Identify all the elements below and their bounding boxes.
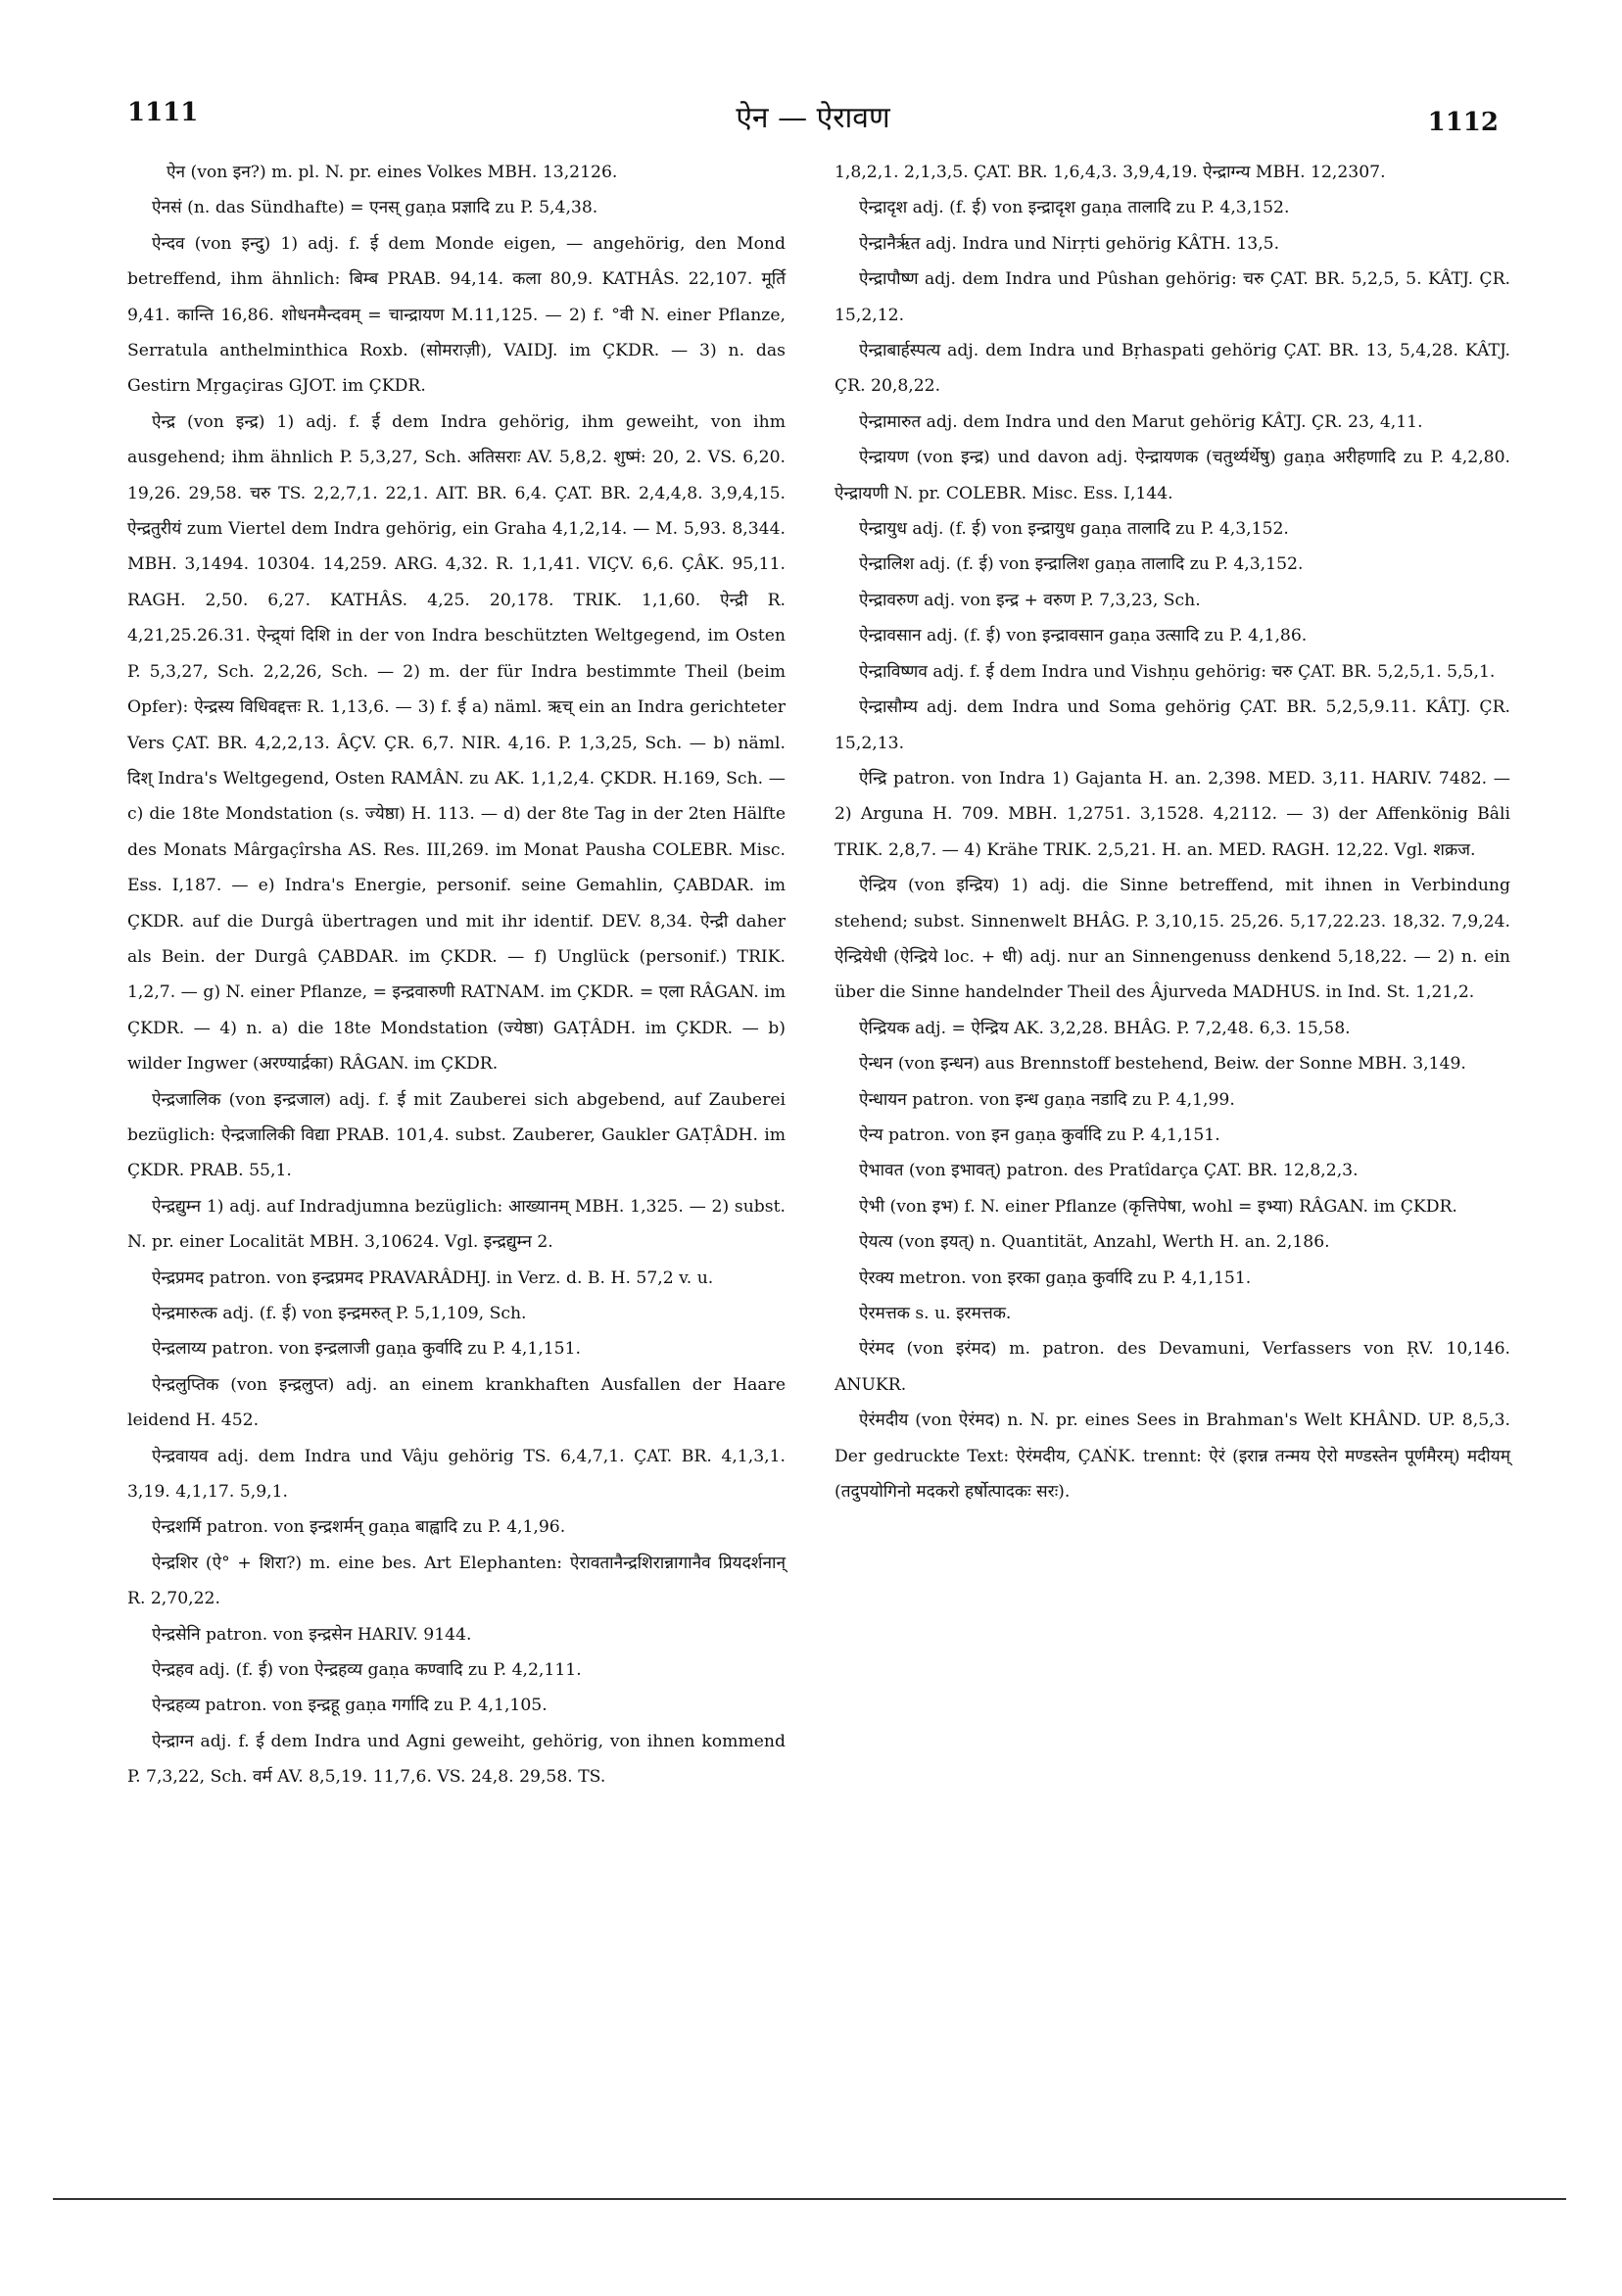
- entry: ऐन्द्रानैर्ऋत adj. Indra und Nirṛti gehörig KÂTH. 13,5.: [859, 233, 1280, 254]
- entry: ऐन्द्रलुप्तिक (von इन्द्रलुप्त) adj. an einem krankhaften Ausfallen der Haare leidend H. 452.: [127, 1374, 786, 1431]
- page-number-right: 1112: [1427, 108, 1499, 137]
- entry: ऐन्द्रालिश adj. (f. ई) von इन्द्रालिश gaṇa तालादि zu P. 4,3,152.: [859, 554, 1304, 575]
- entry: ऐन्द्रावरुण adj. von इन्द्र + वरुण P. 7,3,23, Sch.: [859, 590, 1201, 610]
- entry: ऐरक्य metron. von इरका gaṇa कुर्वादि zu P. 4,1,151.: [859, 1268, 1252, 1288]
- entry: ऐरंमद (von इरंमद) m. patron. des Devamuni, Verfassers von ṚV. 10,146. ANUKR.: [835, 1339, 1510, 1395]
- entry: ऐन्द्राबार्हस्पत्य adj. dem Indra und Bṛhaspati gehörig ÇAT. BR. 13, 5,4,28. KÂTJ. ÇR. 20,8,22.: [835, 341, 1510, 397]
- entry: ऐन्द्राग्न adj. f. ई dem Indra und Agni geweiht, gehörig, von ihnen kommend P. 7,3,22, Sch. वर्म AV. 8,5,19. 11,7,6. VS. 24,8. 29,58. TS.: [127, 1731, 786, 1788]
- entry: ऐन्द्रप्रमद patron. von इन्द्रप्रमद PRAVARÂDHJ. in Verz. d. B. H. 57,2 v. u.: [152, 1268, 714, 1288]
- right-column: [835, 155, 1510, 1509]
- entry: ऐन्द्रलाय्य patron. von इन्द्रलाजी gaṇa कुर्वादि zu P. 4,1,151.: [152, 1339, 582, 1360]
- entry: ऐन्धन (von इन्धन) aus Brennstoff bestehend, Beiw. der Sonne MBH. 3,149.: [859, 1054, 1466, 1075]
- entry: ऐन्द्रशिर (ऐ° + शिरा?) m. eine bes. Art Elephanten: ऐरावतानैन्द्रशिरान्नागानैव प्रियदर्शनान् R. 2,70,22.: [127, 1553, 786, 1609]
- entry: ऐरमत्तक s. u. इरमत्तक.: [859, 1304, 1012, 1323]
- entry: ऐन्धायन patron. von इन्ध gaṇa नडादि zu P. 4,1,99.: [859, 1089, 1235, 1110]
- entry: ऐन्द्रापौष्ण adj. dem Indra und Pûshan gehörig: चरु ÇAT. BR. 5,2,5, 5. KÂTJ. ÇR. 15,2,12.: [835, 269, 1510, 325]
- entry: ऐभावत (von इभावत्) patron. des Pratîdarça ÇAT. BR. 12,8,2,3.: [859, 1161, 1359, 1181]
- entry: ऐन्द्रद्युम्न 1) adj. auf Indradjumna bezüglich: आख्यानम् MBH. 1,325. — 2) subst. N. pr. einer Localität MBH. 3,10624. Vgl. इन्द्रद्युम्न 2.: [127, 1196, 786, 1253]
- entry: ऐन्द्रियक adj. = ऐन्द्रिय AK. 3,2,28. BHÂG. P. 7,2,48. 6,3. 15,58.: [859, 1018, 1351, 1038]
- entry: ऐन्द्रादृश adj. (f. ई) von इन्द्रादृश gaṇa तालादि zu P. 4,3,152.: [859, 198, 1290, 218]
- entry: ऐन्द्र (von इन्द्र) 1) adj. f. ई dem Indra gehörig, ihm geweiht, von ihm ausgehend; ihm ähnlich P. 5,3,27, Sch. अतिसराः AV. 5,8,2. शुष्मं: 20, 2. VS. 6,20. 19,26. 29,58. चरु TS. 2,2,7,1. 22,1. AIT. BR. 6,4. ÇAT. BR. 2,4,4,8. 3,9,4,15. ऐन्द्रतुरीयं zum Viertel dem Indra gehörig, ein Graha 4,1,2,14. — M. 5,93. 8,344. MBH. 3,1494. 10304. 14,259. ARG. 4,32. R. 1,1,41. VIÇV. 6,6. ÇÂK. 95,11. RAGH. 2,50. 6,27. KATHÂS. 4,25. 20,178. TRIK. 1,1,60. ऐन्द्री R. 4,21,25.26.31. ऐन्द्र्यां दिशि in der von Indra beschützten Weltgegend, im Osten P. 5,3,27, Sch. 2,2,26, Sch. — 2) m. der für Indra bestimmte Theil (beim Opfer): ऐन्द्रस्य विधिवद्दत्तः R. 1,13,6. — 3) f. ई a) näml. ऋच् ein an Indra gerichteter Vers ÇAT. BR. 4,2,2,13. ÂÇV. ÇR. 6,7. NIR. 4,16. P. 1,3,25, Sch. — b) näml. दिश् Indra's Weltgegend, Osten RAMÂN. zu AK. 1,1,2,4. ÇKDR. H.169, Sch. — c) die 18te Mondstation (s. ज्येष्ठा) H. 113. — d) der 8te Tag in der 2ten Hälfte des Monats Mârgaçîrsha AS. Res. III,269. im Monat Pausha COLEBR. Misc. Ess. I,187. — e) Indra's Energie, personif. seine Gemahlin, ÇABDAR. im ÇKDR. auf die Durgâ übertragen und mit ihr identif. DEV. 8,34. ऐन्द्री daher als Bein. der Durgâ ÇABDAR. im ÇKDR. — f) Unglück (personif.) TRIK. 1,2,7. — g) N. einer Pflanze, = इन्द्रवारुणी RATNAM. im ÇKDR. = एला RÂGAN. im ÇKDR. — 4) n. a) die 18te Mondstation (ज्येष्ठा) GAṬÂDH. im ÇKDR. — b) wilder Ingwer (अरण्यार्द्रका) RÂGAN. im ÇKDR.: [127, 411, 786, 1075]
- footer-rule: [53, 2198, 1566, 2200]
- entry: ऐन्दव (von इन्दु) 1) adj. f. ई dem Monde eigen, — angehörig, den Mond betreffend, ihm ähnlich: बिम्ब PRAB. 94,14. कला 80,9. KATHÂS. 22,107. मूर्ति 9,41. कान्ति 16,86. शोधनमैन्दवम् = चान्द्रायण M.11,125. — 2) f. °वी N. einer Pflanze, Serratula anthelminthica Roxb. (सोमराज़ी), VAIDJ. im ÇKDR. — 3) n. das Gestirn Mṛgaçiras GJOT. im ÇKDR.: [127, 233, 786, 397]
- entry: ऐन्द्रहव adj. (f. ई) von ऐन्द्रहव्य gaṇa कण्वादि zu P. 4,2,111.: [152, 1660, 582, 1681]
- entry: ऐन्द्रिय (von इन्द्रिय) 1) adj. die Sinne betreffend, mit ihnen in Verbindung stehend; subst. Sinnenwelt BHÂG. P. 3,10,15. 25,26. 5,17,22.23. 18,32. 7,9,24. ऐन्द्रियेधी (ऐन्द्रिये loc. + धी) adj. nur an Sinnengenuss denkend 5,18,22. — 2) n. ein über die Sinne handelnder Theil des Âjurveda MADHUS. in Ind. St. 1,21,2.: [835, 876, 1510, 1003]
- left-column: [127, 155, 786, 1795]
- entry: ऐन्द्रशर्मि patron. von इन्द्रशर्मन् gaṇa बाह्वादि zu P. 4,1,96.: [152, 1517, 566, 1538]
- entry: ऐन्द्रायण (von इन्द्र) und davon adj. ऐन्द्रायणक (चतुर्थ्यर्थेषु) gaṇa अरीहणादि zu P. 4,2,80. ऐन्द्रायणी N. pr. COLEBR. Misc. Ess. I,144.: [835, 448, 1510, 503]
- entry: ऐन्द्रामारुत adj. dem Indra und den Marut gehörig KÂTJ. ÇR. 23, 4,11.: [859, 411, 1423, 432]
- page-number-left: 1111: [127, 98, 199, 127]
- entry: ऐन्द्रवायव adj. dem Indra und Vâju gehörig TS. 6,4,7,1. ÇAT. BR. 4,1,3,1. 3,19. 4,1,17. 5,9,1.: [127, 1446, 786, 1503]
- entry: ऐभी (von इभ) f. N. einer Pflanze (कृत्तिपेषा, wohl = इभ्या) RÂGAN. im ÇKDR.: [859, 1196, 1457, 1217]
- entry: ऐन्द्रि patron. von Indra 1) Gajanta H. an. 2,398. MED. 3,11. HARIV. 7482. — 2) Arguna H. 709. MBH. 1,2751. 3,1528. 4,2112. — 3) der Affenkönig Bâli TRIK. 2,8,7. — 4) Krähe TRIK. 2,5,21. H. an. MED. RAGH. 12,22. Vgl. शक्रज.: [835, 768, 1510, 860]
- entry: ऐन्य patron. von इन gaṇa कुर्वादि zu P. 4,1,151.: [859, 1124, 1220, 1145]
- running-title: ऐन — ऐरावण: [736, 101, 890, 135]
- entry: ऐन्द्राविष्णव adj. f. ई dem Indra und Vishṇu gehörig: चरु ÇAT. BR. 5,2,5,1. 5,5,1.: [859, 661, 1496, 682]
- entry: ऐरंमदीय (von ऐरंमद) n. N. pr. eines Sees in Brahman's Welt KHÂND. UP. 8,5,3. Der gedruckte Text: ऐरंमदीय, ÇAṄK. trennt: ऐरं (इरान्न तन्मय ऐरो मण्डस्तेन पूर्णमैरम्) मदीयम् (तदुपयोगिनो मदकरो हर्षोत्पादकः सरः).: [835, 1411, 1510, 1503]
- entry: ऐन्द्रमारुत्क adj. (f. ई) von इन्द्रमरुत् P. 5,1,109, Sch.: [152, 1304, 527, 1323]
- entry: ऐन्द्रजालिक (von इन्द्रजाल) adj. f. ई mit Zauberei sich abgebend, auf Zauberei bezüglich: ऐन्द्रजालिकी विद्या PRAB. 101,4. subst. Zauberer, Gaukler GAṬÂDH. im ÇKDR. PRAB. 55,1.: [127, 1089, 786, 1181]
- entry: ऐन्द्रावसान adj. (f. ई) von इन्द्रावसान gaṇa उत्सादि zu P. 4,1,86.: [859, 626, 1308, 646]
- entry: ऐन्द्रसेनि patron. von इन्द्रसेन HARIV. 9144.: [152, 1624, 472, 1645]
- entry: ऐन्द्रासौम्य adj. dem Indra und Soma gehörig ÇAT. BR. 5,2,5,9.11. KÂTJ. ÇR. 15,2,13.: [835, 697, 1510, 753]
- entry: ऐनसं (n. das Sündhafte) = एनस् gaṇa प्रज्ञादि zu P. 5,4,38.: [152, 198, 598, 218]
- page-header: [127, 90, 1499, 137]
- entry: ऐन्द्रहव्य patron. von इन्द्रहू gaṇa गर्गादि zu P. 4,1,105.: [152, 1696, 548, 1716]
- entry: 1,8,2,1. 2,1,3,5. ÇAT. BR. 1,6,4,3. 3,9,4,19. ऐन्द्राग्न्य MBH. 12,2307.: [835, 163, 1386, 182]
- entry: ऐन्द्रायुध adj. (f. ई) von इन्द्रायुध gaṇa तालादि zu P. 4,3,152.: [859, 519, 1289, 540]
- entry: ऐन (von इन?) m. pl. N. pr. eines Volkes MBH. 13,2126.: [167, 163, 618, 182]
- entry: ऐयत्य (von इयत्) n. Quantität, Anzahl, Werth H. an. 2,186.: [859, 1232, 1330, 1253]
